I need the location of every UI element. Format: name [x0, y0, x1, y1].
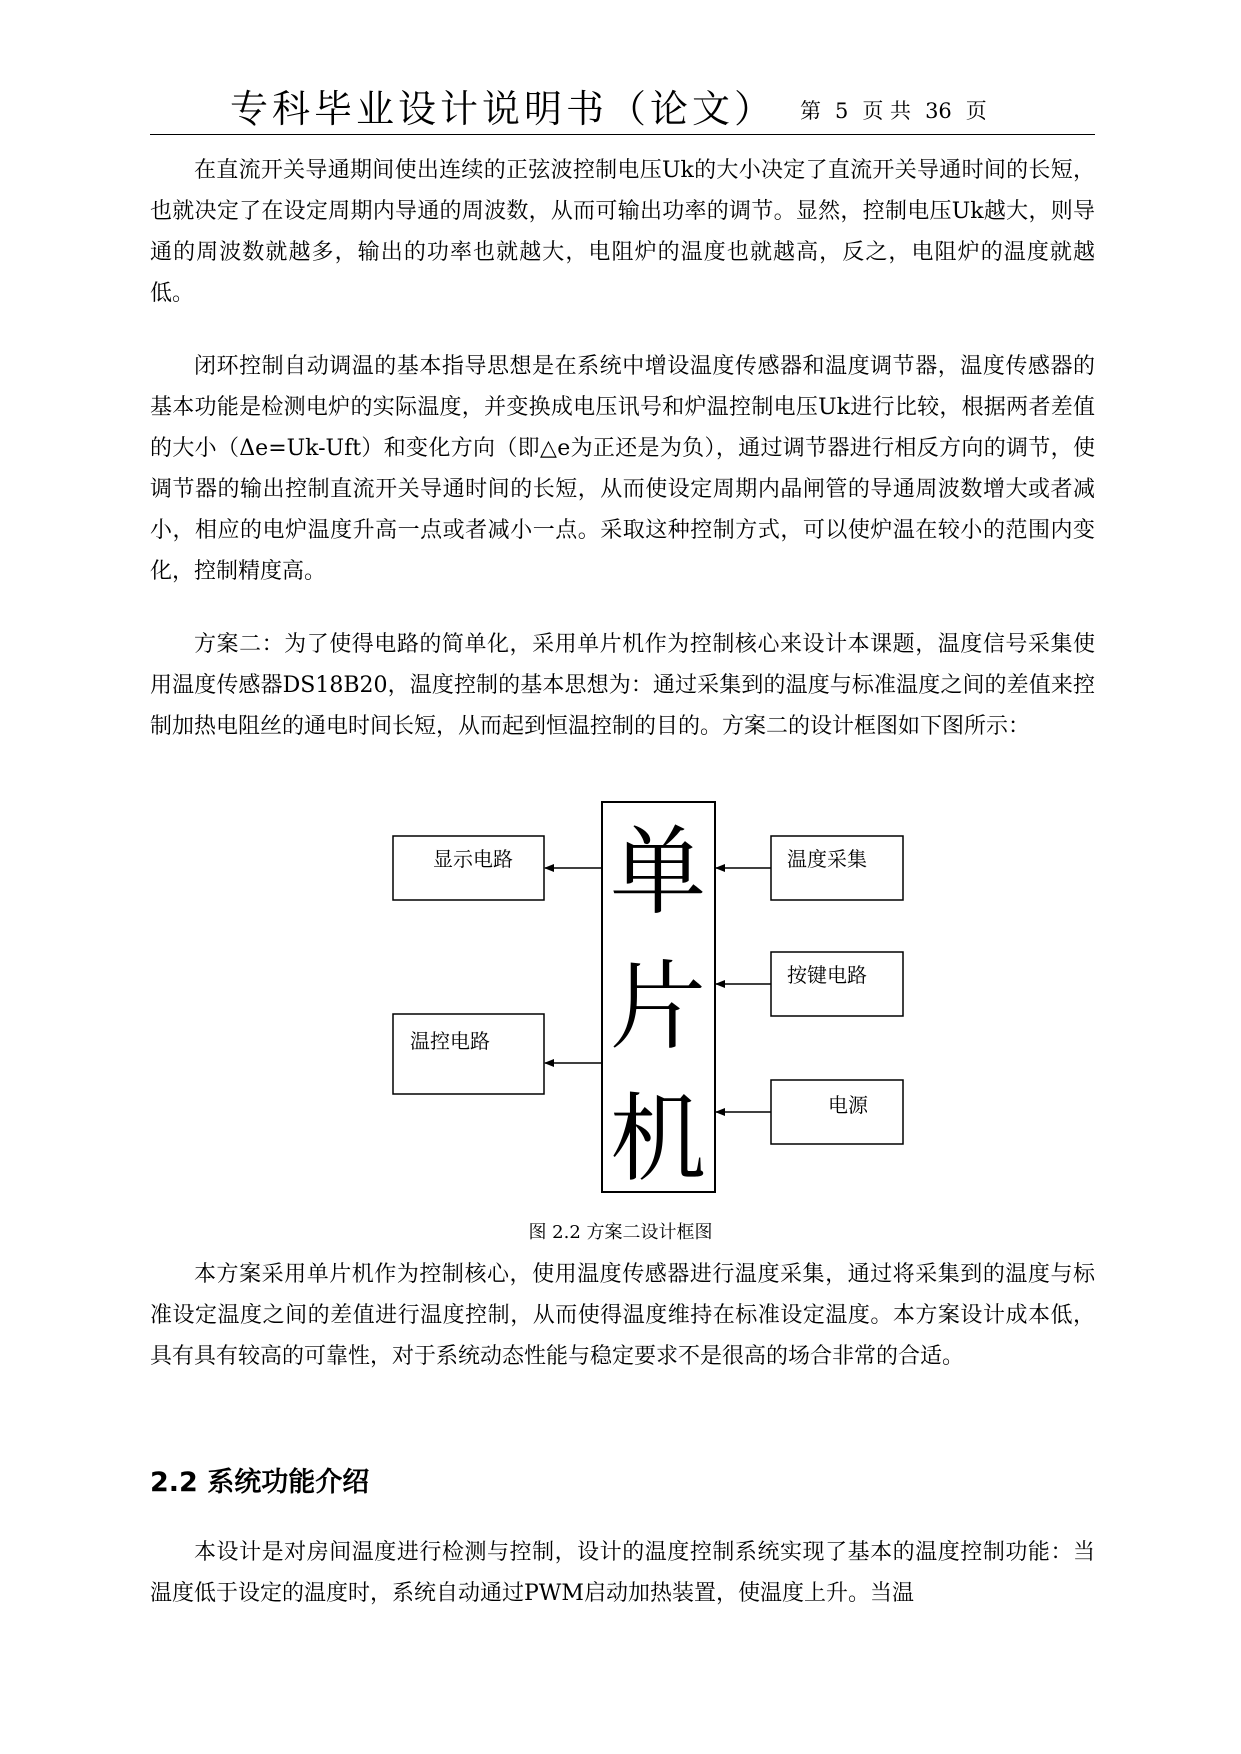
section-heading: 2.2 系统功能介绍: [150, 1467, 370, 1498]
paragraph-4: 本方案采用单片机作为控制核心，使用温度传感器进行温度采集，通过将采集到的温度与标准设定温度之间的差值进行温度控制，从而使得温度维持在标准设定温度。本方案设计成本低，具有具有较高的可靠性，对于系统动态性能与稳定要求不是很高的场合非常的合适。: [150, 1262, 1095, 1369]
display-circuit-label: 显示电路: [433, 847, 513, 871]
power-label: 电源: [828, 1093, 868, 1117]
power-block: [771, 1080, 903, 1144]
figure-caption: 图 2.2 方案二设计框图: [528, 1222, 713, 1243]
key-circuit-block: [771, 952, 903, 1016]
page-suffix: 页: [965, 99, 987, 123]
page-total: 36: [925, 99, 952, 123]
page-indicator: [800, 96, 1001, 126]
paragraph-2: 闭环控制自动调温的基本指导思想是在系统中增设温度传感器和温度调节器，温度传感器的基本功能是检测电炉的实际温度，并变换成电压讯号和炉温控制电压Uk进行比较，根据两者差值的大小（Δe=Uk-Uft）和变化方向（即△e为正还是为负），通过调节器进行相反方向的调节，使调节器的输出控制直流开关导通时间的长短，从而使设定周期内晶闸管的导通周波数增大或者减小，相应的电炉温度升高一点或者减小一点。采取这种控制方式，可以使炉温在较小的范围内变化，控制精度高。: [150, 354, 1095, 584]
temp-control-label: 温控电路: [410, 1029, 490, 1053]
document-title: 专科毕业设计说明书（论文）: [230, 87, 777, 131]
page-number: 5: [835, 99, 849, 123]
mcu-char-1: 单: [610, 816, 706, 928]
mcu-char-3: 机: [610, 1083, 706, 1195]
key-circuit-label: 按键电路: [787, 963, 867, 987]
temp-control-block: [393, 1014, 544, 1094]
page-header: [150, 84, 1095, 135]
mcu-block: [602, 802, 715, 1192]
temp-collect-label: 温度采集: [787, 847, 867, 871]
temp-collect-block: [771, 836, 903, 900]
display-circuit-block: [393, 836, 544, 900]
paragraph-1: 在直流开关导通期间使出连续的正弦波控制电压Uk的大小决定了直流开关导通时间的长短，也就决定了在设定周期内导通的周波数，从而可输出功率的调节。显然，控制电压Uk越大，则导通的周波数就越多，输出的功率也就越大，电阻炉的温度也就越高，反之，电阻炉的温度就越低。: [150, 158, 1096, 306]
mcu-char-2: 片: [610, 951, 706, 1063]
paragraph-5: 本设计是对房间温度进行检测与控制，设计的温度控制系统实现了基本的温度控制功能：当温度低于设定的温度时，系统自动通过PWM启动加热装置，使温度上升。当温: [150, 1540, 1095, 1606]
page-prefix: 第: [800, 99, 821, 123]
paragraph-3: 方案二：为了使得电路的简单化，采用单片机作为控制核心来设计本课题，温度信号采集使用温度传感器DS18B20，温度控制的基本思想为：通过采集到的温度与标准温度之间的差值来控制加热电阻丝的通电时间长短，从而起到恒温控制的目的。方案二的设计框图如下图所示：: [150, 632, 1095, 739]
page-mid: 页 共: [862, 99, 912, 123]
